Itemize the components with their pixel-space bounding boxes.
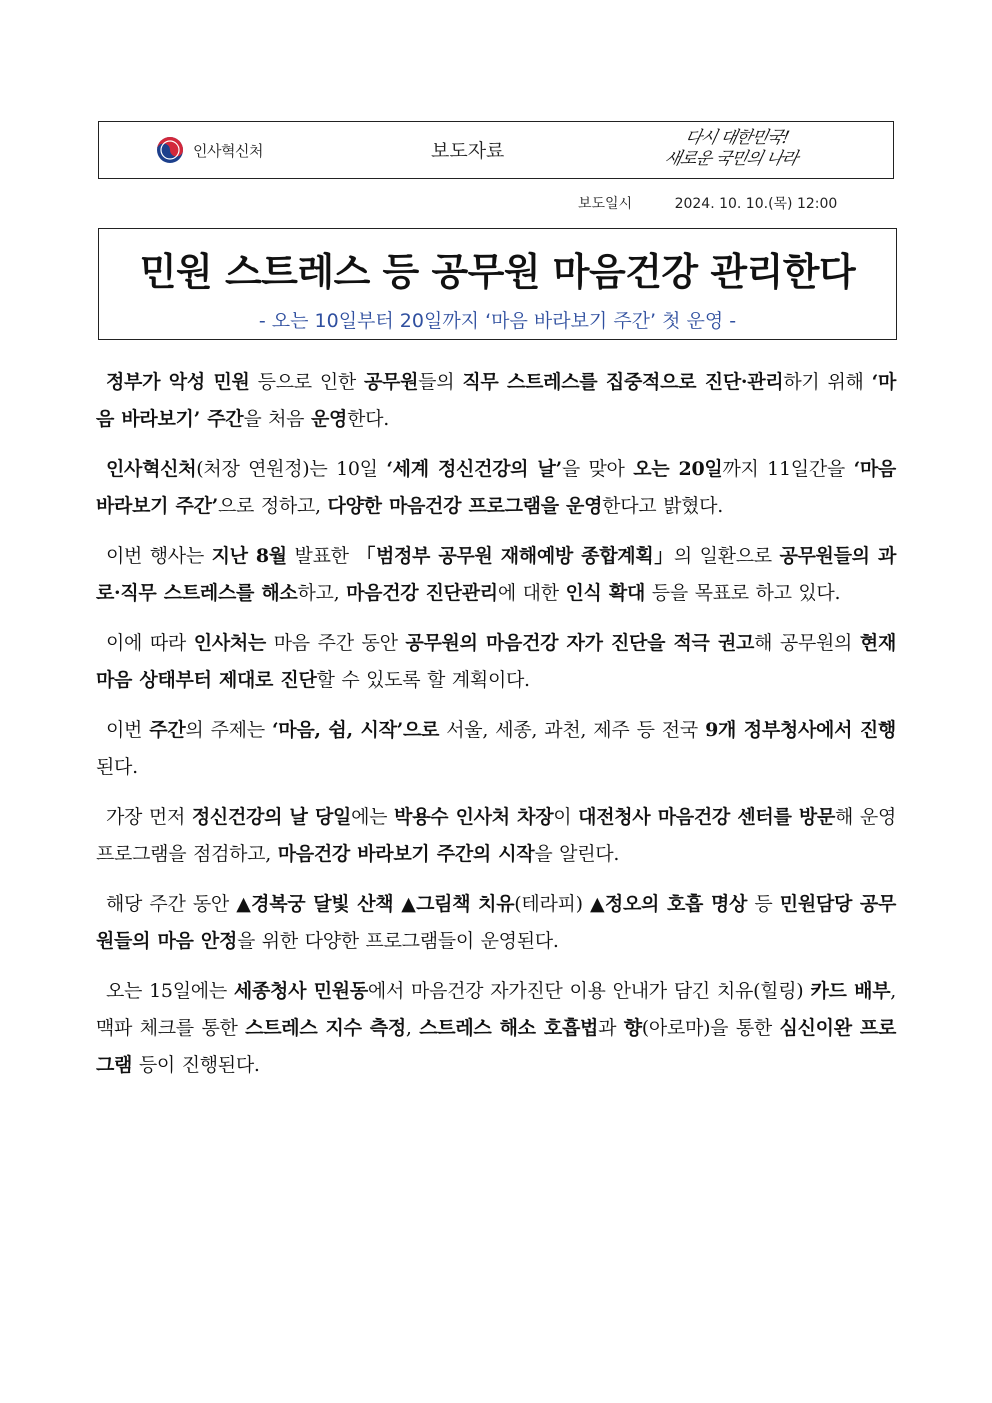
text-run: 할 수 있도록 할 계획이다.	[316, 669, 530, 691]
bold-text-run: 마음건강 바라보기 주간의 시작	[277, 843, 535, 865]
slogan-line1: 다시 대한민국!	[683, 128, 791, 148]
bold-text-run: ‘마음 바라보기’ 주간	[96, 371, 897, 430]
text-run: 마음 주간 동안	[265, 632, 406, 654]
text-run: (아로마)을 통한	[641, 1017, 780, 1039]
text-run: 해 공무원의	[754, 632, 860, 654]
org-logo	[155, 135, 263, 165]
bold-text-run: 현재 마음 상태부터 제대로 진단	[96, 632, 896, 691]
bold-text-run: 마음건강 진단관리	[346, 582, 498, 604]
article-paragraph	[96, 451, 896, 525]
bold-text-run: 정부가 악성 민원	[106, 371, 250, 393]
bold-text-run: 정신건강의 날 당일	[191, 806, 352, 828]
text-run: 을 알린다.	[534, 843, 620, 865]
text-run: 의 주제는	[185, 719, 272, 741]
text-run: 에는	[351, 806, 395, 828]
headline-title: 민원 스트레스 등 공무원 마음건강 관리한다	[139, 250, 856, 294]
text-run: 서울, 세종, 과천, 제주 등 전국	[439, 719, 706, 741]
text-run: 해당 주간 동안	[106, 893, 237, 915]
org-name: 인사혁신처	[193, 141, 263, 160]
article-paragraph	[96, 364, 896, 438]
bold-text-run: 오는 20일	[633, 458, 723, 480]
text-run: 하고,	[297, 582, 347, 604]
text-run: (테라피)	[514, 893, 591, 915]
headline-box	[98, 228, 897, 340]
text-run: ,	[405, 1017, 420, 1039]
bold-text-run: 운영	[310, 408, 348, 430]
bold-text-run: 스트레스 지수 측정	[245, 1017, 406, 1039]
bold-text-run: 공무원들의 과로·직무 스트레스를 해소	[96, 545, 896, 604]
article-paragraph	[96, 799, 896, 873]
bold-text-run: 인식 확대	[565, 582, 646, 604]
text-run: 된다.	[96, 756, 138, 778]
text-run: 해 운영 프로그램을 점검하고,	[96, 806, 897, 865]
bold-text-run: 대전청사 마음건강 센터를 방문	[578, 806, 836, 828]
text-run: 등으로 인한	[249, 371, 364, 393]
article-body	[96, 364, 896, 1097]
text-run: 으로 정하고,	[217, 495, 328, 517]
bold-text-run: 향	[623, 1017, 642, 1039]
text-run: 의 일환으로	[673, 545, 780, 567]
text-run: 하기 위해	[783, 371, 872, 393]
bold-text-run: 9개 정부청사에서 진행	[705, 719, 896, 741]
bold-text-run: ‘마음 바라보기 주간’	[96, 458, 896, 517]
text-run: 등이 진행된다.	[132, 1054, 260, 1076]
bold-text-run: 인사혁신처	[106, 458, 197, 480]
text-run: 을 위한 다양한 프로그램들이 운영된다.	[237, 930, 559, 952]
text-run: 가장 먼저	[106, 806, 192, 828]
headline-subtitle: - 오는 10일부터 20일까지 ‘마음 바라보기 주간’ 첫 운영 -	[258, 310, 737, 332]
text-run: 에서 마음건강 자가진단 이용 안내가 담긴 치유(힐링)	[367, 980, 811, 1002]
release-label: 보도일시	[578, 196, 633, 212]
bold-text-run: ‘마음, 쉼, 시작’으로	[271, 719, 440, 741]
text-run: 이에 따라	[106, 632, 194, 654]
bold-text-run: 주간	[149, 719, 186, 741]
text-run: 오는 15일에는	[106, 980, 234, 1002]
article-paragraph	[96, 712, 896, 786]
text-run: 이번	[106, 719, 150, 741]
bold-text-run: 공무원	[364, 371, 419, 393]
text-run: , 맥파 체크를 통한	[96, 980, 897, 1039]
bold-text-run: 지난 8월	[211, 545, 287, 567]
text-run: 들의	[418, 371, 463, 393]
article-paragraph	[96, 886, 896, 960]
bold-text-run: 직무 스트레스를 집중적으로 진단·관리	[462, 371, 784, 393]
text-run: 을 맞아	[561, 458, 634, 480]
bold-text-run: 세종청사 민원동	[233, 980, 368, 1002]
bold-text-run: 심신이완 프로그램	[96, 1017, 897, 1076]
slogan	[663, 128, 862, 170]
text-run: 한다고 밝혔다.	[602, 495, 723, 517]
article-paragraph	[96, 625, 896, 699]
doc-type: 보도자료	[431, 140, 505, 162]
text-run: 한다.	[347, 408, 389, 430]
bold-text-run: 공무원의 마음건강 자가 진단을 적극 권고	[405, 632, 755, 654]
bold-text-run: 스트레스 해소 호흡법	[419, 1017, 599, 1039]
bold-text-run: 「범정부 공무원 재해예방 종합계획」	[356, 545, 674, 567]
slogan-line2: 새로운 국민의 나라	[662, 149, 800, 169]
header-box	[98, 121, 894, 179]
bold-text-run: 카드 배부	[810, 980, 891, 1002]
bold-text-run: 다양한 마음건강 프로그램을 운영	[327, 495, 603, 517]
taegeuk-logo-icon	[155, 135, 185, 165]
bold-text-run: 박용수 인사처 차장	[394, 806, 554, 828]
text-run: 이	[553, 806, 579, 828]
text-run: 발표한	[286, 545, 357, 567]
bold-text-run: ▲경복궁 달빛 산책 ▲그림책 치유	[236, 893, 515, 915]
text-run: 과	[598, 1017, 624, 1039]
text-run: (처장 연원정)는 10일	[196, 458, 387, 480]
text-run: 까지 11일간을	[722, 458, 854, 480]
bold-text-run: ▲정오의 호흡 명상	[590, 893, 748, 915]
text-run: 등을 목표로 하고 있다.	[645, 582, 841, 604]
release-info	[578, 193, 837, 213]
bold-text-run: ‘세계 정신건강의 날’	[386, 458, 562, 480]
text-run: 등	[747, 893, 780, 915]
bold-text-run: 인사처는	[193, 632, 266, 654]
text-run: 을 처음	[243, 408, 311, 430]
article-paragraph	[96, 973, 896, 1084]
article-paragraph	[96, 538, 896, 612]
release-datetime: 2024. 10. 10.(목) 12:00	[674, 196, 838, 212]
text-run: 에 대한	[497, 582, 566, 604]
text-run: 이번 행사는	[106, 545, 212, 567]
bold-text-run: 민원담당 공무원들의 마음 안정	[96, 893, 896, 952]
